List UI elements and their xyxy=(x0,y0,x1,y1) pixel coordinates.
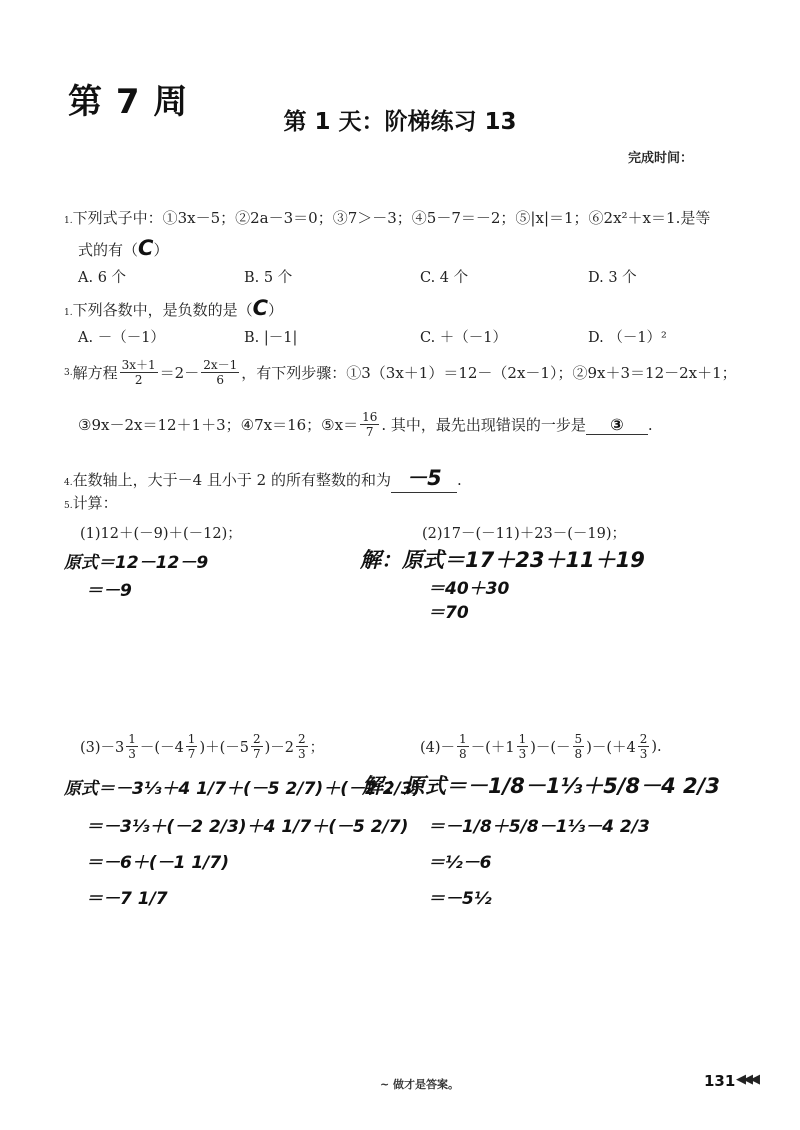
fraction xyxy=(251,732,263,761)
question-number: 1. xyxy=(64,216,73,226)
page-title: 第 1 天：阶梯练习 13 xyxy=(283,109,517,135)
denominator: 7 xyxy=(187,747,196,761)
option-d: D. （－1）² xyxy=(588,330,667,346)
denominator: 7 xyxy=(252,747,261,761)
problem-text: )－(－ xyxy=(530,740,571,756)
question-text: 计算： xyxy=(72,494,118,512)
problem-5-2: (2)17－(－11)＋23－(－19)； xyxy=(422,526,626,542)
numerator: 2 xyxy=(298,732,306,746)
fraction xyxy=(186,732,198,761)
answer-blank: ③ xyxy=(586,415,648,435)
problem-text: －(＋1 xyxy=(470,740,515,756)
fraction xyxy=(360,410,379,439)
solution-line: 原式＝12－12－9 xyxy=(64,553,209,573)
numerator: 3x＋1 xyxy=(121,358,156,372)
denominator: 3 xyxy=(518,747,527,761)
numerator: 2 xyxy=(639,732,648,746)
numerator: 2 xyxy=(252,732,261,746)
solution-line: 解：原式＝－1/8－1⅓＋5/8－4 2/3 xyxy=(362,774,720,798)
solution-line: ＝－1/8＋5/8－1⅓－4 2/3 xyxy=(428,817,650,837)
solution-line: ＝－7 1/7 xyxy=(86,889,168,909)
fraction xyxy=(638,732,650,761)
solution-line: ＝70 xyxy=(428,603,469,623)
fraction xyxy=(296,732,308,761)
week-heading: 第 7 周 xyxy=(68,82,189,122)
denominator: 3 xyxy=(298,747,306,761)
question-text: . xyxy=(647,415,653,434)
solution-line: ＝－5½ xyxy=(428,889,492,909)
fraction xyxy=(126,732,138,761)
solution-line: 原式＝－3⅓＋4 1/7＋(－5 2/7)＋(－2 2/3) xyxy=(64,779,421,799)
problem-text: )＋(－5 xyxy=(199,740,249,756)
question-text: ③9x－2x＝12＋1＋3；④7x＝16；⑤x＝ xyxy=(78,416,359,434)
question-3 xyxy=(64,358,737,387)
option-b: B. |－1| xyxy=(244,330,298,346)
question-number: 1. xyxy=(64,308,73,318)
answer-blank: －5 xyxy=(391,462,457,493)
problem-text: )－2 xyxy=(264,740,295,756)
question-5 xyxy=(64,492,118,513)
solution-line: ＝40＋30 xyxy=(428,579,510,599)
fraction xyxy=(201,358,239,387)
denominator: 6 xyxy=(216,373,225,387)
question-text: 下列各数中，是负数的是（ xyxy=(72,301,253,319)
page-number: 131 xyxy=(704,1072,736,1090)
option-a: A. －（－1） xyxy=(78,330,165,346)
question-number: 4. xyxy=(64,478,73,488)
question-text: ＝2－ xyxy=(159,364,200,382)
solution-line: 解：原式＝17＋23＋11＋19 xyxy=(360,548,645,572)
problem-text: )－(＋4 xyxy=(586,740,636,756)
option-b: B. 5 个 xyxy=(244,270,293,286)
fraction xyxy=(573,732,585,761)
option-c: C. 4 个 xyxy=(420,270,469,286)
question-1 xyxy=(64,207,710,228)
numerator: 1 xyxy=(518,732,527,746)
problem-text: ； xyxy=(309,740,325,756)
question-3-line2 xyxy=(78,410,653,439)
denominator: 3 xyxy=(128,747,136,761)
chevron-left-icon: ◀◀◀ xyxy=(736,1072,757,1087)
problem-5-1: (1)12＋(－9)＋(－12)； xyxy=(80,526,242,542)
numerator: 1 xyxy=(128,732,136,746)
problem-5-3 xyxy=(80,732,324,761)
problem-text: (3)－3 xyxy=(80,740,125,756)
option-a: A. 6 个 xyxy=(78,270,127,286)
completion-time-label: 完成时间： xyxy=(628,151,694,166)
question-text: ） xyxy=(153,241,169,259)
denominator: 8 xyxy=(459,747,467,761)
question-text: 式的有（ xyxy=(78,241,139,259)
numerator: 1 xyxy=(187,732,196,746)
question-text: 在数轴上，大于－4 且小于 2 的所有整数的和为 xyxy=(72,471,391,489)
question-text: 下列式子中：①3x－5；②2a－3＝0；③7＞－3；④5－7＝－2；⑤|x|＝1；⑥2x²＋x＝1.是等 xyxy=(72,209,711,227)
solution-line: ＝½－6 xyxy=(428,853,492,873)
numerator: 2x－1 xyxy=(203,358,238,372)
denominator: 7 xyxy=(365,425,374,439)
problem-text: (4)－ xyxy=(420,740,456,756)
problem-5-4 xyxy=(420,732,662,761)
numerator: 5 xyxy=(574,732,583,746)
problem-text: －(－4 xyxy=(139,740,184,756)
solution-line: ＝－3⅓＋(－2 2/3)＋4 1/7＋(－5 2/7) xyxy=(86,817,409,837)
question-1-line2 xyxy=(78,236,168,260)
numerator: 16 xyxy=(362,410,378,424)
question-text: ） xyxy=(268,301,284,319)
problem-text: ). xyxy=(651,738,662,755)
option-c: C. ＋（－1） xyxy=(420,330,508,346)
question-number: 5. xyxy=(64,501,73,511)
question-4 xyxy=(64,462,462,493)
denominator: 8 xyxy=(574,747,583,761)
fraction xyxy=(517,732,529,761)
question-number: 3. xyxy=(64,367,73,378)
fraction xyxy=(120,358,158,387)
handwritten-answer: C xyxy=(252,296,269,320)
option-d: D. 3 个 xyxy=(588,270,637,286)
question-text: . xyxy=(457,471,462,489)
question-2 xyxy=(64,296,283,320)
denominator: 2 xyxy=(134,373,143,387)
question-text: . 其中，最先出现错误的一步是 xyxy=(381,416,586,434)
handwritten-answer: C xyxy=(138,236,154,260)
numerator: 1 xyxy=(459,732,467,746)
footer-note: ~ 做才是答案。 xyxy=(380,1078,460,1091)
question-text: ，有下列步骤：①3（3x＋1）＝12－（2x－1）；②9x＋3＝12－2x＋1； xyxy=(241,364,737,382)
question-text: 解方程 xyxy=(72,364,118,382)
denominator: 3 xyxy=(639,747,648,761)
solution-line: ＝－6＋(－1 1/7) xyxy=(86,853,229,873)
fraction xyxy=(457,732,469,761)
solution-line: ＝－9 xyxy=(86,581,132,601)
